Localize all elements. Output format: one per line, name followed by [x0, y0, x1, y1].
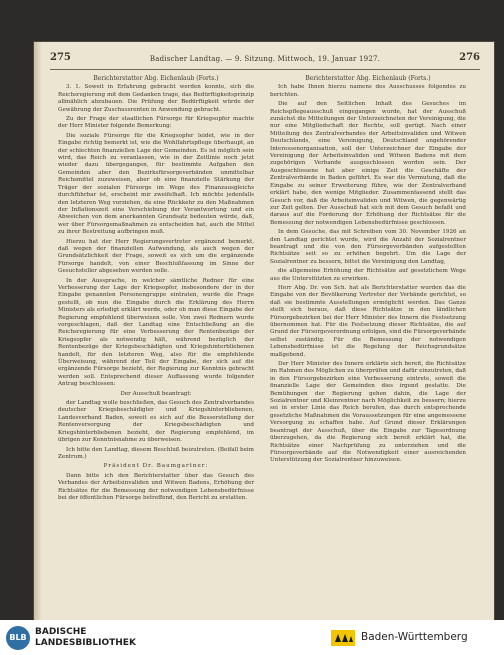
paragraph: Der Herr Minister des Innern erklärte sich bereit, die Richtsätze im Rahmen des Möglichen zu überprüfen und dafür einzutreten, daß in den Fürsorgebezirken eine Verbesserung eintrete, soweit die finanzielle Lage der Gemeinden dies irgend gestatte. Die Bemühungen der Regierung gehen dahin, die Lage der Sozialrentner und Kleinrentner nach Möglichkeit zu bessern; hierzu sei in erster Linie das Reich berufen, das durch entsprechende gesetzliche Maßnahmen die Voraussetzungen für eine angemessene Versorgung zu schaffen habe. Auf Grund dieser Erklärungen beantragt der Ausschuß, über die Eingabe zur Tagesordnung überzugehen, da die Regierung sich bereit erklärt hat, die Richtsätze einer Nachprüfung zu unterziehen und die Fürsorgeverbände auf die Notwendigkeit einer ausreichenden Unterstützung der Sozialrentner hinzuweisen.	[270, 361, 466, 464]
scanned-page	[34, 42, 494, 620]
left-section-head: Berichterstatter Abg. Eichenlaub (Forts.)	[93, 75, 219, 82]
paragraph: Ich bitte den Landtag, diesem Beschluß beizutreten. (Beifall beim Zentrum.)	[58, 446, 254, 460]
library-footer	[0, 620, 504, 655]
right-column	[270, 75, 466, 467]
left-page-number: 275	[50, 52, 71, 63]
library-name-line2: LANDESBIBLIOTHEK	[35, 638, 136, 648]
paragraph: Die auf den Seitlichen Inhalt des Gesuches im Reichspflegeausschuß eingegangen wurde, hat der Ausschuß zunächst die Mitteilungen der Unterzeichneten der Vereinigung, die nur eine Mitgliedschaft der Rechte, soll gerügt. Nach einer Mitteilung des Zentralverbandes der Arbeitsinvaliden und Witwen Deutschlands, eine Vereinigung, Deutschland angehörender Interessenorganisation, soll der Unterzeichner der Eingabe der Vereinigung der Arbeitsinvaliden und Witwen Badens mit dem zugehörigen Verbande ausgeschlossen worden sein. Der Ausgeschlossene hat aber einige Zeit die Geschäfte der Zentralverbände in Baden geführt. Es war die Vermutung, daß die Eingabe zu seiner Erweiterung führe, wie der Zentralverband erklärt habe, den wenige Mitglieder. Zusammenfassend stellt das Gesuch vor, daß die Arbeitsinvaliden und Witwen, die gegenwärtig zur Zeit gelten. Der Ausschuß hat sich mit dem Gesuch befaßt und daraus auf die Forderung der Erhöhung der Richtsätze für die Bemessung der notwendigen Lebensbedürfnisse geschlossen.	[270, 101, 466, 226]
paragraph: In dem Gesuche, das mit Schreiben vom 30. November 1926 an den Landtag gerichtet wurde, wird die Anzahl der Sozialrentner beantragt und die von den Fürsorgeverbänden aufgestellten Richtsätze seit so zu erhöhen begehrt. Um die Lage der Sozialrentner zu bessern, bittet die Vereinigung den Landtag,	[270, 229, 466, 265]
paragraph: die allgemeine Erhöhung der Richtsätze auf gesetzlichem Wege aus die Unterstützten zu erwirken.	[270, 268, 466, 282]
paragraph: 3. 1. Soweit in Erfahrung gebracht werden konnte, sich die Reichsregierung mit dem Gedanken trage, das Bedürftigkeitsprinzip allmählich abzubauen. Die Prüfung der Bedürftigkeit würde der Gewährung der Zuschussrenten in Anwendung gebracht.	[58, 84, 254, 113]
running-header	[50, 54, 480, 68]
library-name-line1: BADISCHE	[35, 627, 87, 637]
paragraph: Die soziale Fürsorge für die Kriegsopfer leidet, wie in der Eingabe richtig bemerkt ist, wie die Wohlfahrtspflege überhaupt, an der schlechten finanziellen Lage der Gemeinden. Es ist möglich sein wird, das Reich zu veranlassen, wie in der Zeitlinie noch jetzt wieder dazu übergegangen, für bestimmte Aufgaben den Gemeinden aber den Bezirksfürsorgeverbänden unmittelbar Reichsmittel zuzuweisen, aber ob eine finanzielle Stärkung der Träger der sozialen Fürsorge im Wege des Finanzausgleichs durchführbar ist, erscheint mir zweifelhaft. Ich möchte jedenfalls den letzteren Weg vorziehen, da eine Rückkehr zu den Maßnahmen der Inflationszeit eine Verschiebung der Verantwortung und ein Abweichen von dem anerkannten Grundsatz bedeuten würde, daß, wer über Fürsorgemaßnahmen zu entscheiden hat, auch die Mittel zu ihrer Bestreitung aufbringen muß.	[58, 132, 254, 236]
paragraph: Der Ausschuß beantragt:	[120, 390, 192, 397]
right-section-head: Berichterstatter Abg. Eichenlaub (Forts.)	[305, 75, 431, 82]
left-column	[58, 75, 254, 504]
paragraph: In der Aussprache, in welcher sämtliche Redner für eine Verbesserung der Lage der Kriegsopfer, insbesondere der in der Eingabe genannten Personengruppe eintraten, wurde die Frage gestellt, ob nun die Eingabe durch die Erklärung des Herrn Ministers als erledigt erklärt werde, oder ob man diese Eingabe der Regierung empfehlend überweisen solle. Von zwei Rednern wurde vorgeschlagen, daß der Landtag eine Entschließung an die Reichsregierung für eine Verbesserung der Rentenbezüge der Kriegsopfer als notwendig hält, während bezüglich der Rentenbezüge der Kriegsbeschädigten und Kriegshinterbliebenen handelt, für den letzteren Weg, also für die empfehlende Überweisung, während der Teil der Eingabe, der sich auf die ergänzende Fürsorge bezieht, der Regierung zur Kenntnis gebracht werden soll. Entsprechend dieser Auffassung wurde folgender Antrag beschlossen:	[58, 277, 254, 388]
paragraph: Dann bitte ich den Berichterstatter über das Gesuch des Verbandes der Arbeitsinvaliden und Witwen Badens, Erhöhung der Richtsätze für die Bemessung der notwendigen Lebensbedürfnisse bei der öffentlichen Fürsorge betreffend, den Bericht zu erstatten.	[58, 472, 254, 501]
paragraph: Hierzu hat der Herr Regierungsvertreter ergänzend bemerkt, daß wegen der finanziellen Aufwendung, als auch wegen der Grundsätzlichkeit der Frage, soweit es sich um die ergänzende Fürsorge handelt, von einer Beschlußfassung im Sinne der Gesuchsteller abgesehen werden solle.	[58, 238, 254, 275]
library-name	[35, 627, 136, 649]
paragraph: Zu der Frage der staatlichen Fürsorge für Kriegsopfer machte der Herr Minister folgende Bemerkung:	[58, 116, 254, 130]
state-emblem-icon	[330, 628, 356, 648]
running-title: Badischer Landtag. — 9. Sitzung. Mittwoch, 19. Januar 1927.	[149, 55, 381, 63]
blb-logo-icon: BLB	[6, 626, 30, 650]
header-rule	[50, 69, 480, 70]
right-page-number: 276	[459, 52, 480, 63]
paragraph: Ich habe Ihnen hierzu namens des Ausschusses folgendes zu berichten.	[270, 84, 466, 98]
speaker-line: Präsident Dr. Baumgartner:	[103, 463, 209, 470]
paragraph: Herr Abg. Dr. von Sch. hat als Berichterstatter wurden das die Eingabe von der Bevölkerung Vertreter der Verbände gerichtet, so daß sie bestimmte Ausstellungen ermöglicht werden. Das Ganze stellt sich heraus, daß diese Richtsätze in den ländlichen Fürsorgebezirken bei der Herr Minister des Innern die Festsetzung übernommen hat. Für die Festsetzung dieser Richtsätze, die auf Grund der Fürsorgeverordnung erfolgen, sind die Fürsorgeverbände selbst zuständig. Für die Bemessung der notwendigen Lebensbedürfnisse ist die Regelung der Reichsgrundsätze maßgebend.	[270, 284, 466, 358]
state-name: Baden-Württemberg	[361, 631, 468, 643]
paragraph: der Landtag wolle beschließen, das Gesuch des Zentralverbandes deutscher Kriegsbeschädigter und Kriegshinterbliebenen, Landesverband Baden, soweit es sich auf die Besserstellung der Rentenversorgung der Kriegsbeschädigten und Kriegshinterbliebenen bezieht, der Regierung empfehlend, im übrigen zur Kenntnisnahme zu überweisen.	[58, 400, 254, 444]
